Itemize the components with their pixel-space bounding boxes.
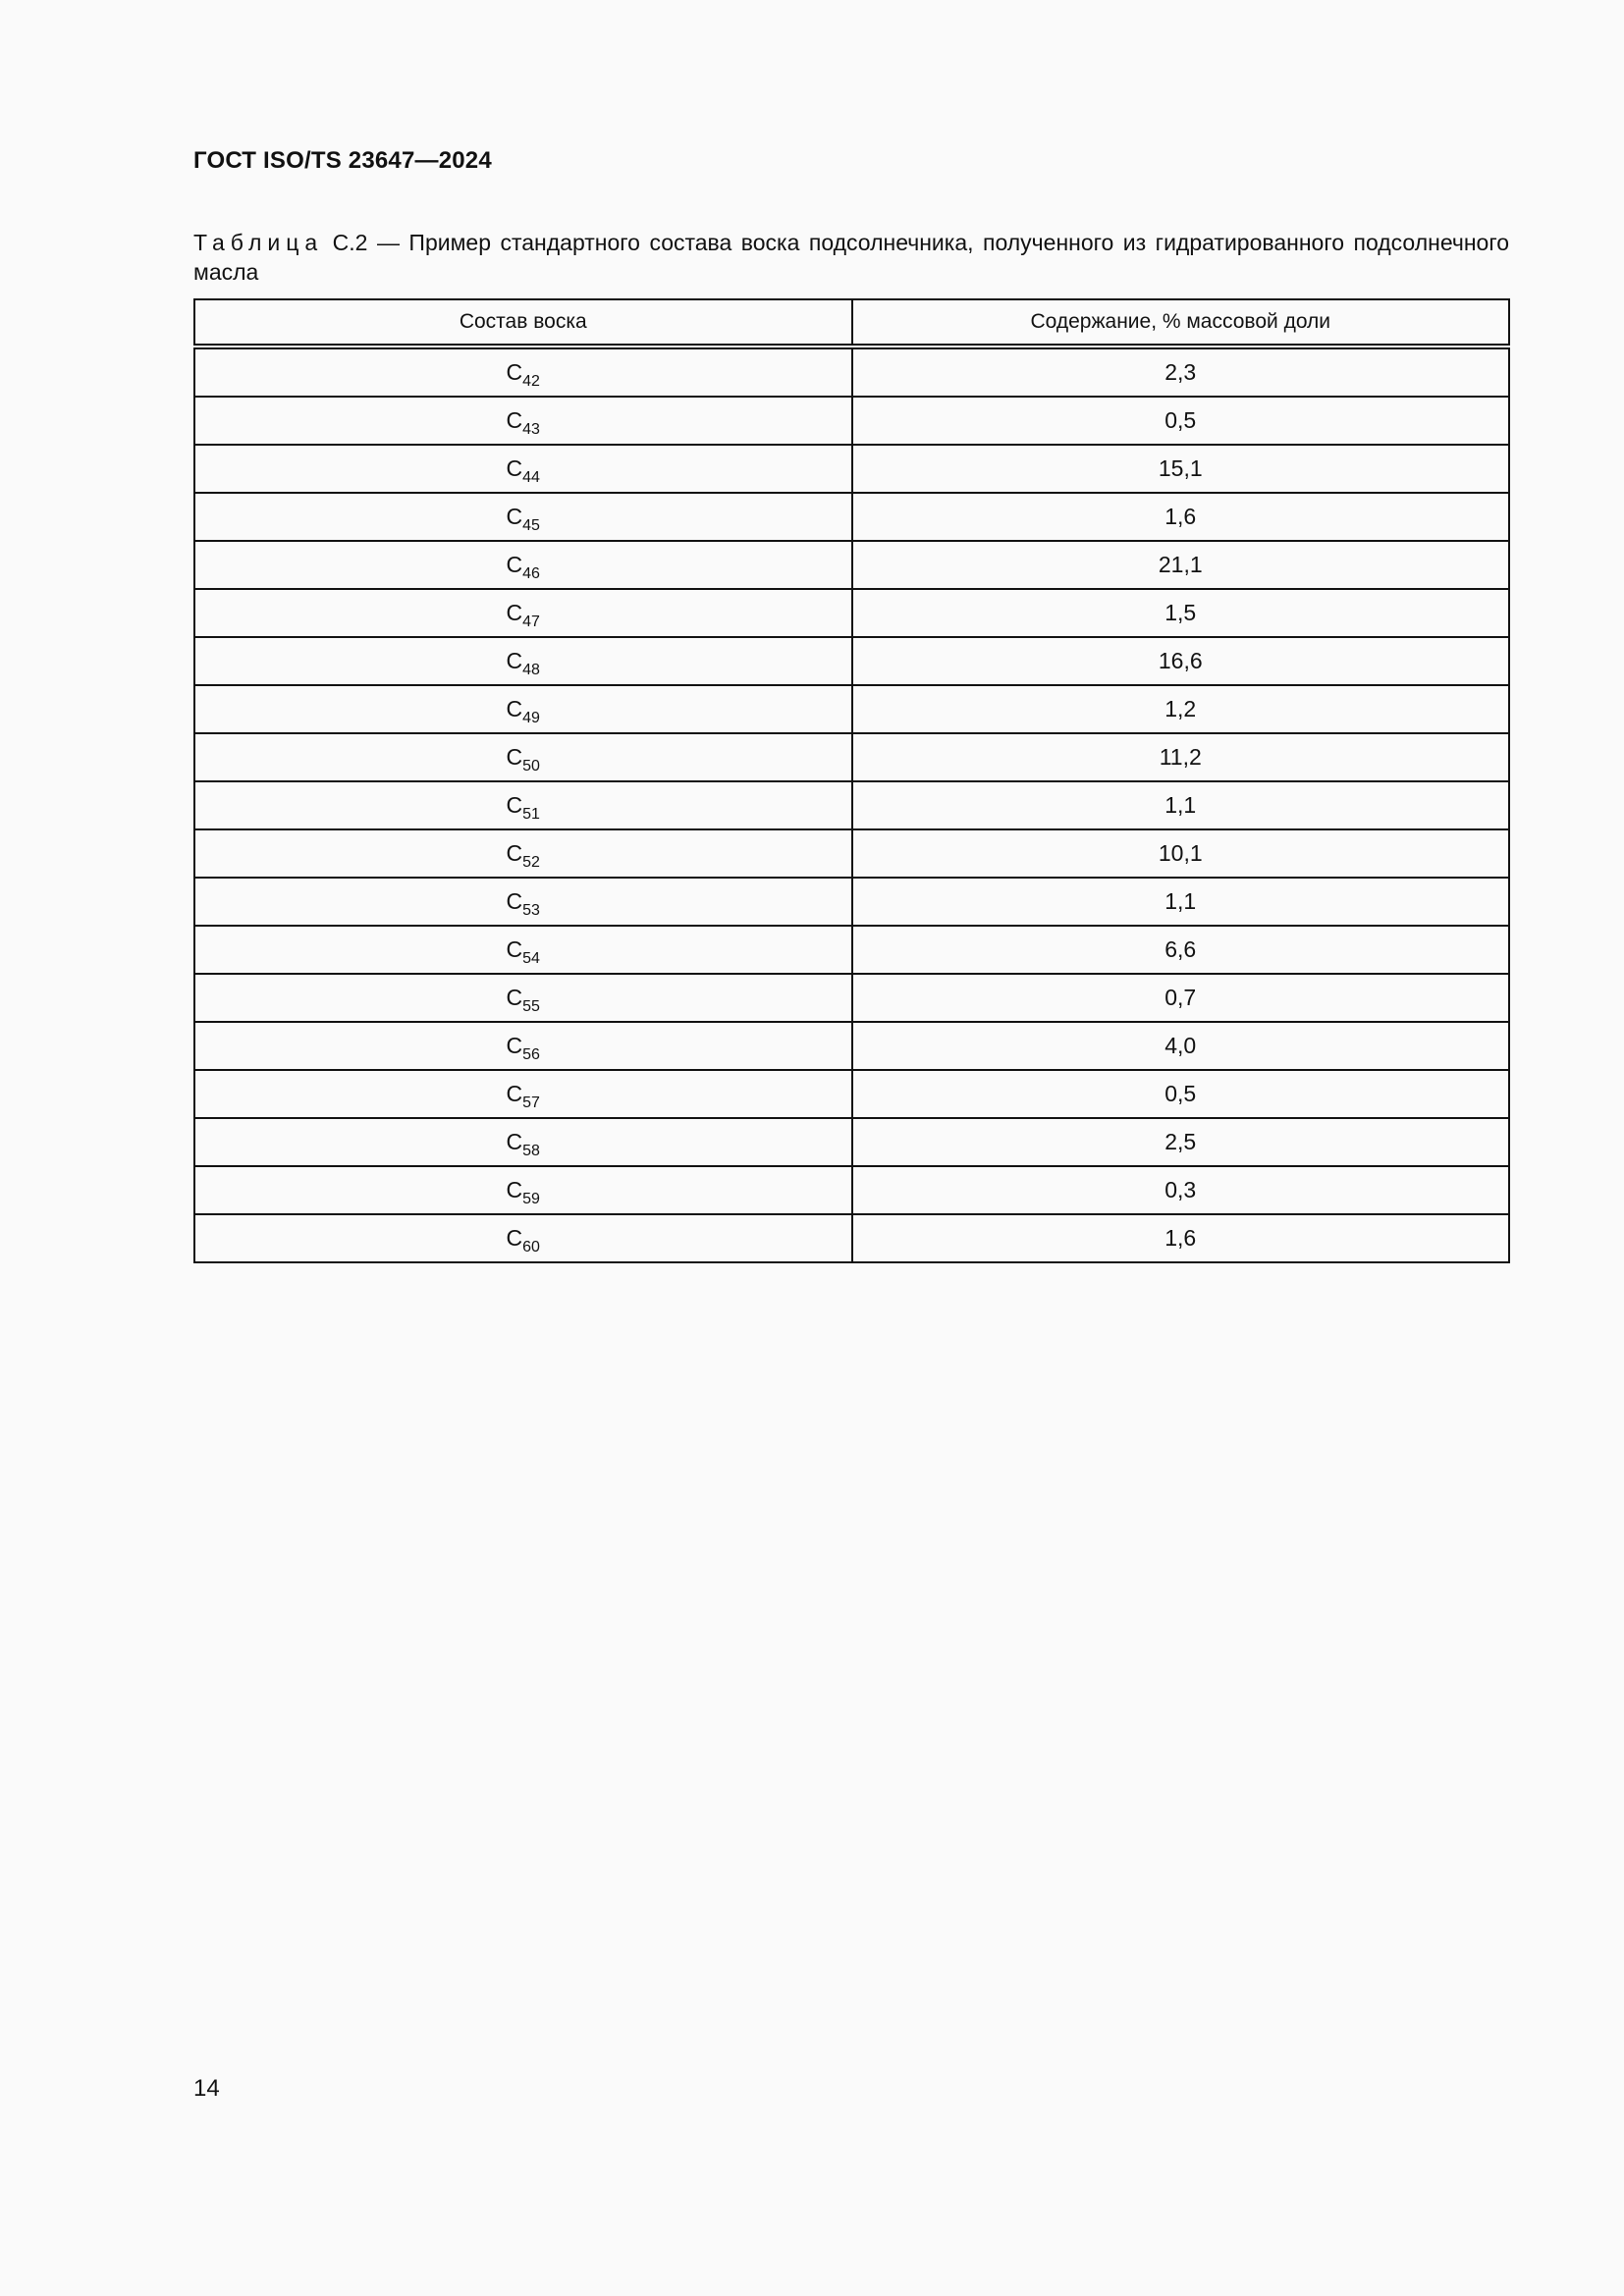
table-row [194, 397, 1509, 445]
table-row [194, 1166, 1509, 1214]
table-row [194, 347, 1509, 397]
component-subscript: 50 [522, 758, 540, 774]
component-base: C [506, 792, 523, 818]
table-row [194, 733, 1509, 781]
wax-component-cell [194, 493, 852, 541]
content-value-cell: 2,5 [852, 1118, 1510, 1166]
table-row [194, 829, 1509, 878]
component-base: C [506, 936, 523, 962]
table-row [194, 781, 1509, 829]
wax-component-cell [194, 1214, 852, 1262]
content-value-cell: 15,1 [852, 445, 1510, 493]
component-subscript: 58 [522, 1143, 540, 1159]
component-base: C [506, 1225, 523, 1251]
component-base: C [506, 888, 523, 914]
wax-component-cell [194, 637, 852, 685]
table-header-row [194, 299, 1509, 347]
component-base: C [506, 455, 523, 481]
table-row [194, 685, 1509, 733]
content-value-cell: 0,5 [852, 1070, 1510, 1118]
component-subscript: 49 [522, 710, 540, 726]
wax-component-cell [194, 347, 852, 397]
wax-component-cell [194, 878, 852, 926]
component-subscript: 52 [522, 854, 540, 871]
component-subscript: 57 [522, 1095, 540, 1111]
table-row [194, 1214, 1509, 1262]
component-subscript: 51 [522, 806, 540, 823]
table-caption [193, 228, 1509, 287]
component-base: C [506, 1129, 523, 1154]
table-row [194, 878, 1509, 926]
table-caption-lead: Таблица [193, 230, 324, 255]
wax-component-cell [194, 1166, 852, 1214]
component-base: C [506, 696, 523, 721]
column-header-content: Содержание, % массовой доли [852, 299, 1510, 347]
component-subscript: 45 [522, 517, 540, 534]
table-row [194, 445, 1509, 493]
component-base: C [506, 359, 523, 385]
component-base: C [506, 648, 523, 673]
content-value-cell: 16,6 [852, 637, 1510, 685]
wax-component-cell [194, 1022, 852, 1070]
component-base: C [506, 407, 523, 433]
wax-component-cell [194, 829, 852, 878]
content-value-cell: 1,5 [852, 589, 1510, 637]
table-row [194, 926, 1509, 974]
wax-component-cell [194, 926, 852, 974]
component-base: C [506, 552, 523, 577]
component-base: C [506, 600, 523, 625]
component-base: C [506, 744, 523, 770]
table-row [194, 589, 1509, 637]
content-value-cell: 11,2 [852, 733, 1510, 781]
content-value-cell: 1,1 [852, 781, 1510, 829]
table-row [194, 1070, 1509, 1118]
wax-component-cell [194, 445, 852, 493]
component-subscript: 54 [522, 950, 540, 967]
wax-component-cell [194, 1070, 852, 1118]
wax-component-cell [194, 685, 852, 733]
table-row [194, 1022, 1509, 1070]
content-value-cell: 6,6 [852, 926, 1510, 974]
document-header: ГОСТ ISO/TS 23647—2024 [193, 147, 492, 174]
content-value-cell: 0,3 [852, 1166, 1510, 1214]
table-row [194, 493, 1509, 541]
content-value-cell: 2,3 [852, 347, 1510, 397]
component-subscript: 46 [522, 565, 540, 582]
content-value-cell: 4,0 [852, 1022, 1510, 1070]
content-value-cell: 10,1 [852, 829, 1510, 878]
content-value-cell: 1,6 [852, 493, 1510, 541]
table-row [194, 974, 1509, 1022]
component-base: C [506, 1177, 523, 1202]
column-header-composition: Состав воска [194, 299, 852, 347]
wax-composition-table [193, 298, 1510, 1263]
component-subscript: 48 [522, 662, 540, 678]
component-subscript: 42 [522, 373, 540, 390]
table-row [194, 541, 1509, 589]
component-subscript: 53 [522, 902, 540, 919]
wax-component-cell [194, 397, 852, 445]
component-subscript: 55 [522, 998, 540, 1015]
table-row [194, 1118, 1509, 1166]
content-value-cell: 21,1 [852, 541, 1510, 589]
wax-component-cell [194, 589, 852, 637]
wax-component-cell [194, 541, 852, 589]
component-subscript: 60 [522, 1239, 540, 1255]
content-value-cell: 1,1 [852, 878, 1510, 926]
component-subscript: 44 [522, 469, 540, 486]
content-value-cell: 1,6 [852, 1214, 1510, 1262]
wax-component-cell [194, 974, 852, 1022]
component-subscript: 47 [522, 614, 540, 630]
page-number: 14 [193, 2075, 220, 2102]
component-base: C [506, 504, 523, 529]
component-base: C [506, 1081, 523, 1106]
wax-component-cell [194, 1118, 852, 1166]
content-value-cell: 0,5 [852, 397, 1510, 445]
component-base: C [506, 985, 523, 1010]
component-base: C [506, 1033, 523, 1058]
component-subscript: 43 [522, 421, 540, 438]
table-row [194, 637, 1509, 685]
table-caption-text: С.2 — Пример стандартного состава воска подсолнечника, полученного из гидратированного подсолнечного масла [193, 230, 1509, 285]
content-value-cell: 1,2 [852, 685, 1510, 733]
component-subscript: 56 [522, 1046, 540, 1063]
wax-component-cell [194, 733, 852, 781]
content-value-cell: 0,7 [852, 974, 1510, 1022]
component-subscript: 59 [522, 1191, 540, 1207]
component-base: C [506, 840, 523, 866]
wax-component-cell [194, 781, 852, 829]
